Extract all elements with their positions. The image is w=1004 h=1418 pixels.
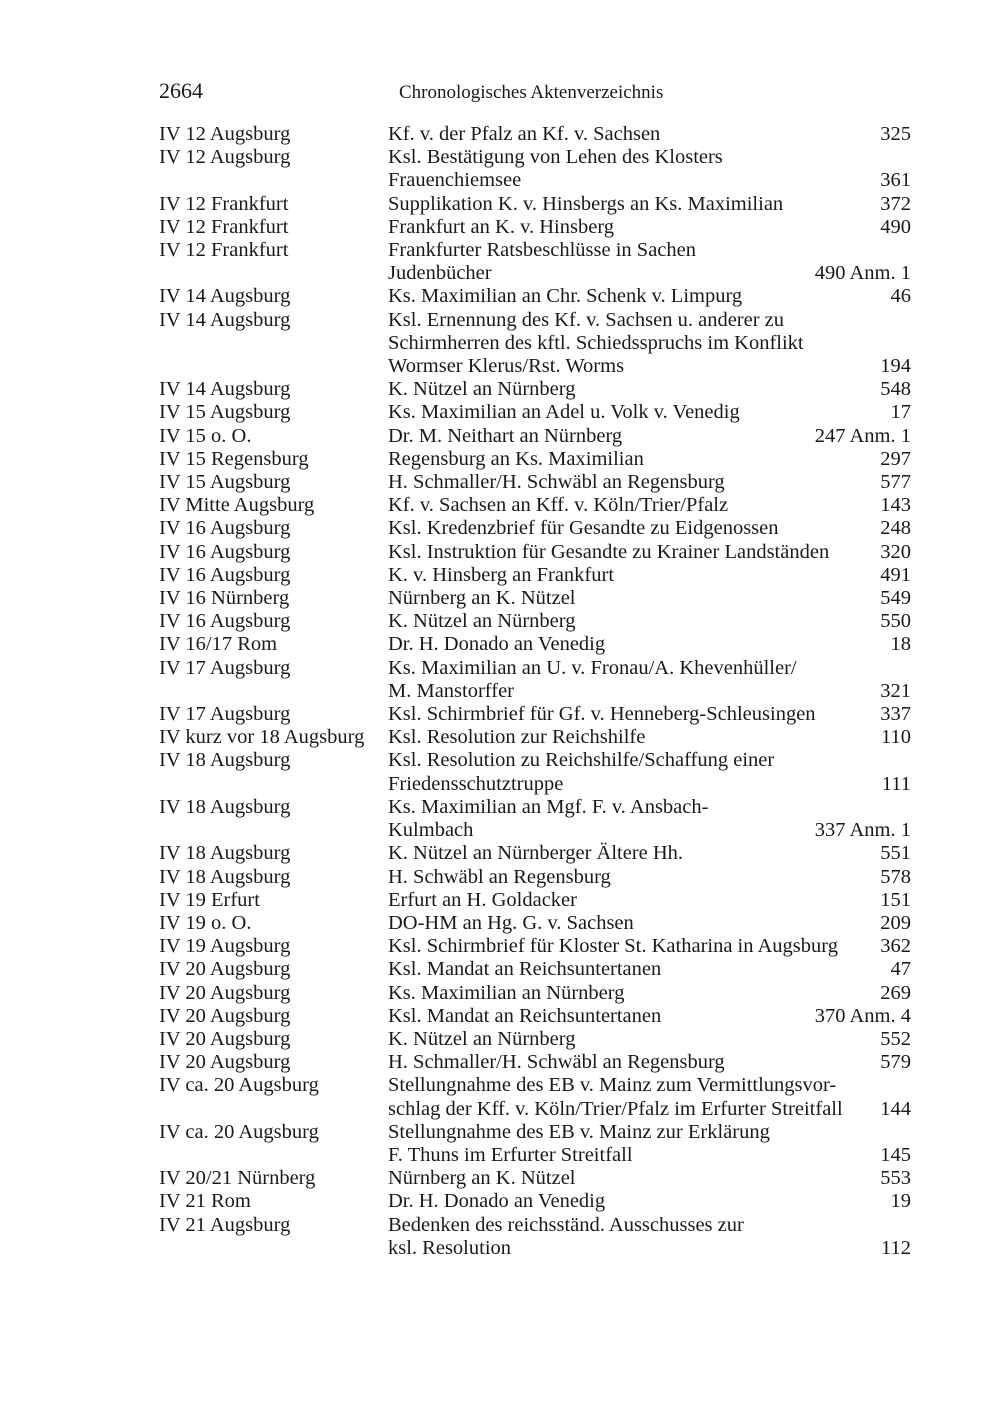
entry-reference-number: 110 <box>881 726 911 749</box>
entry-line <box>388 935 911 958</box>
entry-description: H. Schmaller/H. Schwäbl an Regensburg <box>388 471 725 494</box>
entry-date: IV 15 o. O. <box>159 424 252 447</box>
entry-date: IV ca. 20 Augsburg <box>159 1120 319 1143</box>
entry-line <box>388 378 911 401</box>
entry-reference-number: 248 <box>880 517 911 540</box>
entry-line <box>388 564 911 587</box>
entry-description: Regensburg an Ks. Maximilian <box>388 447 644 470</box>
index-entry <box>159 1005 911 1028</box>
entry-reference-number: 297 <box>880 447 911 470</box>
index-entry <box>159 912 911 935</box>
entry-reference-number: 47 <box>890 958 911 981</box>
entry-reference-number: 337 <box>880 703 911 726</box>
entry-description: H. Schwäbl an Regensburg <box>388 865 611 888</box>
entry-body <box>388 1214 911 1260</box>
entry-date: IV 19 o. O. <box>159 911 252 934</box>
entry-reference-number: 144 <box>880 1097 911 1120</box>
entry-description: Erfurt an H. Goldacker <box>388 888 577 911</box>
index-entry <box>159 1074 911 1120</box>
page-header <box>159 78 911 108</box>
entry-reference-number: 578 <box>880 865 911 888</box>
entry-line <box>388 587 911 610</box>
index-entry <box>159 1167 911 1190</box>
entry-line <box>388 1005 911 1028</box>
entry-description: Dr. H. Donado an Venedig <box>388 1190 606 1213</box>
entry-line <box>388 866 911 889</box>
index-entry <box>159 633 911 656</box>
entry-description: M. Manstorffer <box>388 679 515 702</box>
entry-line <box>388 425 911 448</box>
entry-description: K. v. Hinsberg an Frankfurt <box>388 563 615 586</box>
entry-line <box>388 1144 911 1167</box>
entry-reference-number: 112 <box>881 1236 911 1259</box>
entry-reference-number: 551 <box>880 842 911 865</box>
index-entry <box>159 401 911 424</box>
entry-description: Ksl. Schirmbrief für Gf. v. Henneberg-Schleusingen <box>388 703 816 726</box>
entry-description: Kf. v. Sachsen an Kff. v. Köln/Trier/Pfalz <box>388 494 729 517</box>
entry-description: Stellungnahme des EB v. Mainz zum Vermittlungsvor- <box>388 1074 837 1097</box>
entry-description: Dr. H. Donado an Venedig <box>388 633 606 656</box>
entry-line <box>388 749 911 772</box>
entry-reference-number: 269 <box>880 981 911 1004</box>
entry-line <box>388 262 911 285</box>
entry-body <box>388 982 911 1005</box>
entry-description: Ksl. Schirmbrief für Kloster St. Katharina in Augsburg <box>388 935 838 958</box>
entry-line <box>388 309 911 332</box>
index-entry <box>159 146 911 192</box>
entry-line <box>388 912 911 935</box>
entry-line <box>388 1214 911 1237</box>
index-entry <box>159 1051 911 1074</box>
entry-line <box>388 355 911 378</box>
entry-line <box>388 448 911 471</box>
entry-line <box>388 982 911 1005</box>
entry-description: DO-HM an Hg. G. v. Sachsen <box>388 911 634 934</box>
entry-description: Frauenchiemsee <box>388 169 522 192</box>
entry-reference-number: 553 <box>880 1167 911 1190</box>
entry-line <box>388 726 911 749</box>
index-entry <box>159 1190 911 1213</box>
entry-line <box>388 123 911 146</box>
entry-date: IV 20 Augsburg <box>159 1027 291 1050</box>
index-entry <box>159 958 911 981</box>
entry-line <box>388 1190 911 1213</box>
entry-body <box>388 1074 911 1120</box>
entry-line <box>388 703 911 726</box>
entry-body <box>388 1051 911 1074</box>
entry-date: IV 14 Augsburg <box>159 308 291 331</box>
entry-line <box>388 193 911 216</box>
index-entry <box>159 471 911 494</box>
entry-body <box>388 517 911 540</box>
entry-description: Ks. Maximilian an Adel u. Volk v. Venedig <box>388 401 740 424</box>
entry-reference-number: 325 <box>880 123 911 145</box>
entry-description: Ksl. Kredenzbrief für Gesandte zu Eidgenossen <box>388 517 779 540</box>
entry-line <box>388 633 911 656</box>
index-entry <box>159 1214 911 1260</box>
entry-description: Judenbücher <box>388 262 492 285</box>
entry-description: Kulmbach <box>388 819 474 842</box>
entry-reference-number: 321 <box>880 679 911 702</box>
index-entry <box>159 425 911 448</box>
index-entry <box>159 1028 911 1051</box>
entry-description: Supplikation K. v. Hinsbergs an Ks. Maximilian <box>388 192 784 215</box>
index-entry <box>159 216 911 239</box>
entry-description: Dr. M. Neithart an Nürnberg <box>388 424 623 447</box>
index-entry <box>159 541 911 564</box>
entry-description: Ksl. Mandat an Reichsuntertanen <box>388 958 662 981</box>
entry-reference-number: 490 Anm. 1 <box>814 262 911 285</box>
entry-date: IV 19 Augsburg <box>159 935 291 958</box>
index-entry <box>159 448 911 471</box>
page-number: 2664 <box>159 78 203 103</box>
entry-date: IV 16 Augsburg <box>159 540 291 563</box>
entry-body <box>388 401 911 424</box>
entry-reference-number: 490 <box>880 215 911 238</box>
entry-date: IV 17 Augsburg <box>159 656 291 679</box>
entry-line <box>388 541 911 564</box>
entry-description: Ksl. Resolution zu Reichshilfe/Schaffung einer <box>388 749 775 772</box>
entry-body <box>388 912 911 935</box>
entry-description: K. Nützel an Nürnberger Ältere Hh. <box>388 842 684 865</box>
index-entry <box>159 842 911 865</box>
entry-line <box>388 889 911 912</box>
entry-line <box>388 657 911 680</box>
entry-body <box>388 471 911 494</box>
entry-reference-number: 143 <box>880 494 911 517</box>
entry-description: Bedenken des reichsständ. Ausschusses zur <box>388 1213 744 1236</box>
entry-line <box>388 1121 911 1144</box>
index-entry <box>159 309 911 379</box>
entry-description: Ksl. Instruktion für Gesandte zu Krainer Landständen <box>388 540 830 563</box>
entry-description: Ks. Maximilian an Mgf. F. v. Ansbach- <box>388 795 709 818</box>
index-entry <box>159 517 911 540</box>
entry-date: IV ca. 20 Augsburg <box>159 1074 319 1097</box>
index-entry <box>159 726 911 749</box>
entry-reference-number: 579 <box>880 1051 911 1074</box>
entry-reference-number: 370 Anm. 4 <box>814 1004 911 1027</box>
entry-line <box>388 1098 911 1121</box>
entry-reference-number: 145 <box>880 1143 911 1166</box>
index-entry <box>159 1121 911 1167</box>
index-entry <box>159 494 911 517</box>
entry-date: IV 20 Augsburg <box>159 981 291 1004</box>
entry-body <box>388 448 911 471</box>
entry-date: IV 17 Augsburg <box>159 703 291 726</box>
entry-date: IV 15 Augsburg <box>159 471 291 494</box>
running-title: Chronologisches Aktenverzeichnis <box>399 82 664 103</box>
entry-date: IV 12 Augsburg <box>159 123 291 145</box>
entry-body <box>388 866 911 889</box>
entry-description: K. Nützel an Nürnberg <box>388 610 576 633</box>
entry-line <box>388 1028 911 1051</box>
entry-body <box>388 889 911 912</box>
entry-body <box>388 610 911 633</box>
entry-description: Frankfurt an K. v. Hinsberg <box>388 215 615 238</box>
entry-date: IV 18 Augsburg <box>159 865 291 888</box>
entry-line <box>388 332 911 355</box>
entry-line <box>388 773 911 796</box>
entry-date: IV 16/17 Rom <box>159 633 278 656</box>
entry-description: Friedensschutztruppe <box>388 772 564 795</box>
entry-description: Ksl. Mandat an Reichsuntertanen <box>388 1004 662 1027</box>
entry-date: IV 20 Augsburg <box>159 958 291 981</box>
index-entry <box>159 935 911 958</box>
entry-date: IV 15 Augsburg <box>159 401 291 424</box>
entry-date: IV 12 Frankfurt <box>159 239 289 262</box>
entry-date: IV 12 Augsburg <box>159 146 291 169</box>
entry-body <box>388 842 911 865</box>
entry-description: Ks. Maximilian an U. v. Fronau/A. Khevenhüller/ <box>388 656 797 679</box>
index-entry <box>159 889 911 912</box>
index-entry <box>159 657 911 703</box>
entry-body <box>388 1028 911 1051</box>
entry-reference-number: 194 <box>880 355 911 378</box>
index-entry <box>159 749 911 795</box>
entry-description: schlag der Kff. v. Köln/Trier/Pfalz im Erfurter Streitfall <box>388 1097 843 1120</box>
entry-description: Frankfurter Ratsbeschlüsse in Sachen <box>388 239 696 262</box>
entry-reference-number: 552 <box>880 1027 911 1050</box>
entry-body <box>388 935 911 958</box>
entry-body <box>388 216 911 239</box>
entry-date: IV 14 Augsburg <box>159 285 291 308</box>
entry-body <box>388 564 911 587</box>
entry-reference-number: 372 <box>880 192 911 215</box>
entry-description: Ks. Maximilian an Chr. Schenk v. Limpurg <box>388 285 743 308</box>
entry-description: Ksl. Ernennung des Kf. v. Sachsen u. anderer zu <box>388 308 785 331</box>
entry-date: IV 21 Rom <box>159 1190 251 1213</box>
entry-line <box>388 680 911 703</box>
entry-date: IV 14 Augsburg <box>159 378 291 401</box>
entry-line <box>388 494 911 517</box>
entry-reference-number: 361 <box>880 169 911 192</box>
entry-date: IV 16 Augsburg <box>159 563 291 586</box>
entry-line <box>388 401 911 424</box>
entry-date: IV 18 Augsburg <box>159 842 291 865</box>
entry-description: ksl. Resolution <box>388 1236 512 1259</box>
entry-description: Stellungnahme des EB v. Mainz zur Erklärung <box>388 1120 770 1143</box>
entry-body <box>388 1167 911 1190</box>
entry-reference-number: 362 <box>880 935 911 958</box>
entry-line <box>388 146 911 169</box>
index-entry <box>159 587 911 610</box>
entry-body <box>388 587 911 610</box>
entry-date: IV 16 Augsburg <box>159 517 291 540</box>
entry-line <box>388 216 911 239</box>
entry-date: IV 19 Erfurt <box>159 888 260 911</box>
entry-description: Schirmherren des kftl. Schiedsspruchs im Konflikt <box>388 331 804 354</box>
entry-body <box>388 726 911 749</box>
entry-line <box>388 1051 911 1074</box>
entry-body <box>388 146 911 192</box>
index-entry <box>159 193 911 216</box>
entry-body <box>388 703 911 726</box>
entry-body <box>388 1005 911 1028</box>
entry-line <box>388 958 911 981</box>
entry-date: IV 18 Augsburg <box>159 749 291 772</box>
entry-line <box>388 796 911 819</box>
entry-description: H. Schmaller/H. Schwäbl an Regensburg <box>388 1051 725 1074</box>
entry-reference-number: 337 Anm. 1 <box>814 819 911 842</box>
entry-date: IV 20 Augsburg <box>159 1051 291 1074</box>
index-entry <box>159 123 911 146</box>
entry-description: Kf. v. der Pfalz an Kf. v. Sachsen <box>388 123 661 145</box>
index-entry <box>159 982 911 1005</box>
chronological-index-list <box>159 123 911 1260</box>
entry-reference-number: 151 <box>880 888 911 911</box>
entry-reference-number: 46 <box>890 285 911 308</box>
entry-date: IV Mitte Augsburg <box>159 494 315 517</box>
entry-reference-number: 247 Anm. 1 <box>814 424 911 447</box>
entry-reference-number: 550 <box>880 610 911 633</box>
entry-reference-number: 18 <box>890 633 911 656</box>
entry-body <box>388 309 911 379</box>
index-entry <box>159 378 911 401</box>
entry-body <box>388 657 911 703</box>
entry-body <box>388 378 911 401</box>
entry-description: Ksl. Resolution zur Reichshilfe <box>388 726 646 749</box>
entry-date: IV 21 Augsburg <box>159 1213 291 1236</box>
index-entry <box>159 285 911 308</box>
entry-body <box>388 1190 911 1213</box>
entry-description: Ksl. Bestätigung von Lehen des Klosters <box>388 146 723 169</box>
index-entry <box>159 239 911 285</box>
entry-body <box>388 239 911 285</box>
entry-description: F. Thuns im Erfurter Streitfall <box>388 1143 633 1166</box>
entry-date: IV 18 Augsburg <box>159 795 291 818</box>
entry-reference-number: 548 <box>880 378 911 401</box>
entry-body <box>388 796 911 842</box>
entry-reference-number: 491 <box>880 563 911 586</box>
entry-line <box>388 610 911 633</box>
entry-line <box>388 819 911 842</box>
entry-body <box>388 633 911 656</box>
entry-line <box>388 1074 911 1097</box>
entry-body <box>388 193 911 216</box>
entry-description: Nürnberg an K. Nützel <box>388 1167 576 1190</box>
entry-line <box>388 1167 911 1190</box>
entry-reference-number: 19 <box>890 1190 911 1213</box>
entry-description: K. Nützel an Nürnberg <box>388 1027 576 1050</box>
entry-reference-number: 111 <box>881 772 911 795</box>
entry-date: IV 16 Augsburg <box>159 610 291 633</box>
index-entry <box>159 564 911 587</box>
entry-body <box>388 285 911 308</box>
entry-date: IV 15 Regensburg <box>159 447 309 470</box>
entry-description: Wormser Klerus/Rst. Worms <box>388 355 625 378</box>
entry-line <box>388 285 911 308</box>
entry-line <box>388 471 911 494</box>
entry-date: IV kurz vor 18 Augsburg <box>159 726 365 749</box>
entry-line <box>388 517 911 540</box>
entry-date: IV 12 Frankfurt <box>159 215 289 238</box>
entry-body <box>388 541 911 564</box>
index-entry <box>159 703 911 726</box>
entry-date: IV 20/21 Nürnberg <box>159 1167 316 1190</box>
entry-line <box>388 239 911 262</box>
entry-body <box>388 123 911 146</box>
index-entry <box>159 866 911 889</box>
entry-reference-number: 549 <box>880 587 911 610</box>
index-entry <box>159 610 911 633</box>
entry-body <box>388 425 911 448</box>
entry-date: IV 16 Nürnberg <box>159 587 290 610</box>
entry-description: K. Nützel an Nürnberg <box>388 378 576 401</box>
entry-reference-number: 320 <box>880 540 911 563</box>
entry-body <box>388 749 911 795</box>
entry-line <box>388 169 911 192</box>
entry-line <box>388 1237 911 1260</box>
entry-reference-number: 577 <box>880 471 911 494</box>
entry-line <box>388 842 911 865</box>
entry-body <box>388 958 911 981</box>
entry-description: Nürnberg an K. Nützel <box>388 587 576 610</box>
entry-date: IV 20 Augsburg <box>159 1004 291 1027</box>
entry-body <box>388 494 911 517</box>
entry-date: IV 12 Frankfurt <box>159 192 289 215</box>
entry-reference-number: 209 <box>880 911 911 934</box>
entry-description: Ks. Maximilian an Nürnberg <box>388 981 625 1004</box>
index-entry <box>159 796 911 842</box>
entry-body <box>388 1121 911 1167</box>
entry-reference-number: 17 <box>890 401 911 424</box>
